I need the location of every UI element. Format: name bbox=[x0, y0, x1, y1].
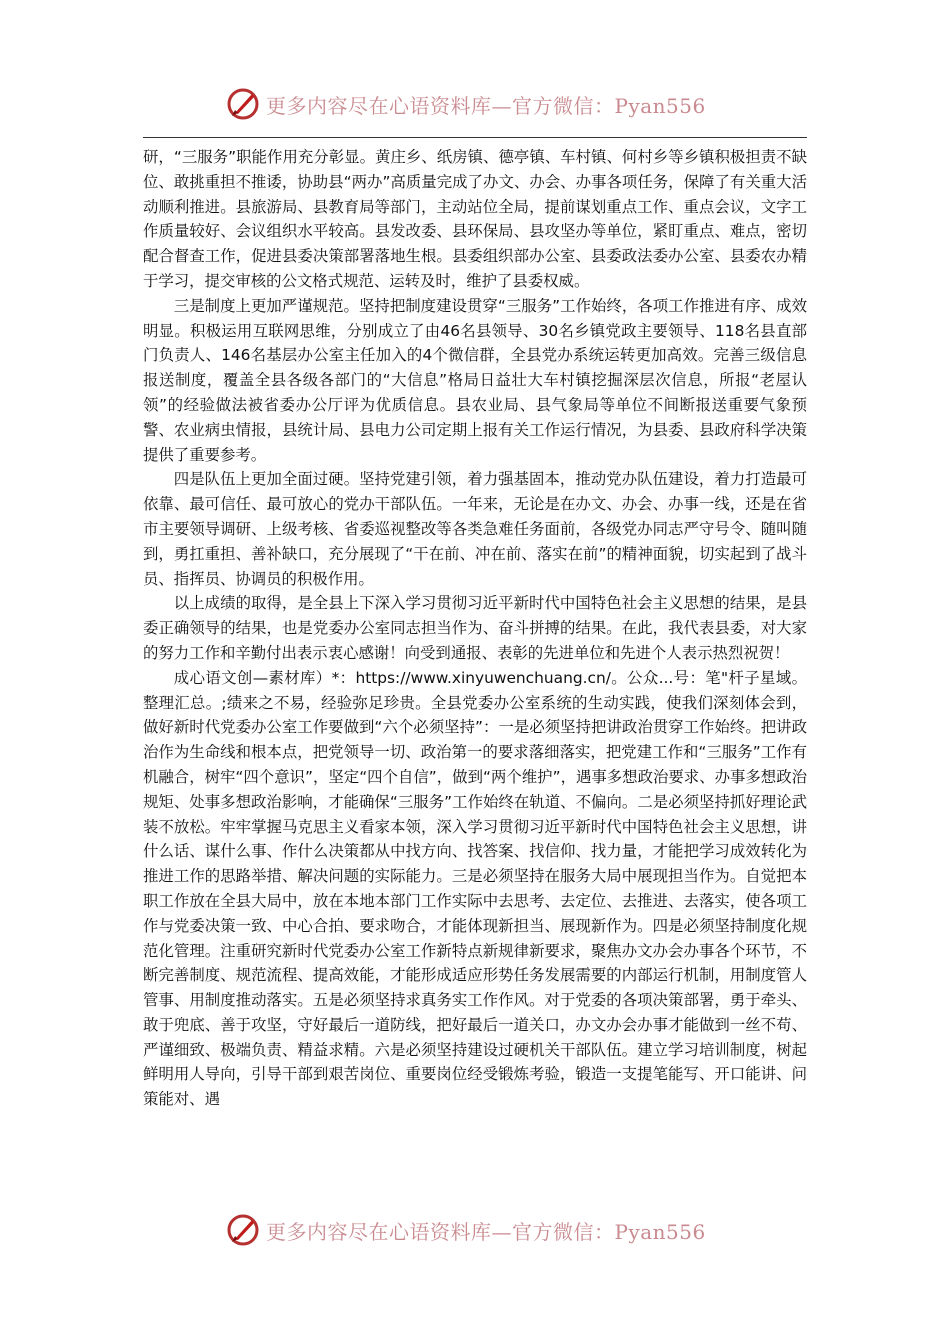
quill-pen-logo-icon bbox=[226, 1213, 260, 1247]
paragraph-team: 四是队伍上更加全面过硬。坚持党建引领，着力强基固本，推动党办队伍建设，着力打造最可依靠、最可信任、最可放心的党办干部队伍。一年来，无论是在办文、办会、办事一线，还是在省市主要领导调研、上级考核、省委巡视整改等各类急难任务面前，各级党办同志严守号令、随叫随到，勇扛重担、善补缺口，充分展现了“干在前、冲在前、落实在前”的精神面貌，切实起到了战斗员、指挥员、协调员的积极作用。 bbox=[143, 470, 807, 588]
footer-watermark bbox=[226, 1212, 746, 1248]
paragraph-thanks: 以上成绩的取得，是全县上下深入学习贯彻习近平新时代中国特色社会主义思想的结果，是县委正确领导的结果，也是党委办公室同志担当作为、奋斗拼搏的结果。在此，我代表县委，对大家的努力工作和辛勤付出表示衷心感谢！向受到通报、表彰的先进单位和先进个人表示热烈祝贺！ bbox=[143, 594, 807, 662]
watermark-text: 更多内容尽在心语资料库—官方微信：Pyan556 bbox=[266, 1219, 706, 1244]
watermark-text: 更多内容尽在心语资料库—官方微信：Pyan556 bbox=[266, 93, 706, 118]
header-rule bbox=[143, 137, 807, 138]
header-watermark bbox=[226, 86, 746, 122]
paragraph-experience: 成心语文创—素材库）*：https://www.xinyuwenchuang.cn/。公众...号：笔"杆子星域。整理汇总。;绩来之不易，经验弥足珍贵。全县党委办公室系统的生动实践，使我们深刻体会到，做好新时代党委办公室工作要做到“六个必须坚持”：一是必须坚持把讲政治贯穿工作始终。把讲政治作为生命线和根本点，把党领导一切、政治第一的要求落细落实，把党建工作和“三服务”工作有机融合，树牢“四个意识”，坚定“四个自信”，做到“两个维护”，遇事多想政治要求、办事多想政治规矩、处事多想政治影响，才能确保“三服务”工作始终在轨道、不偏向。二是必须坚持抓好理论武装不放松。牢牢掌握马克思主义看家本领，深入学习贯彻习近平新时代中国特色社会主义思想，讲什么话、谋什么事、作什么决策都从中找方向、找答案、找信仰、找力量，才能把学习成效转化为推进工作的思路举措、解决问题的实际能力。三是必须坚持在服务大局中展现担当作为。自觉把本职工作放在全县大局中，放在本地本部门工作实际中去思考、去定位、去推进、去落实，使各项工作与党委决策一致、中心合拍、要求吻合，才能体现新担当、展现新作为。四是必须坚持制度化规范化管理。注重研究新时代党委办公室工作新特点新规律新要求，聚焦办文办会办事各个环节，不断完善制度、规范流程、提高效能，才能形成适应形势任务发展需要的内部运行机制，用制度管人管事、用制度推动落实。五是必须坚持求真务实工作作风。对于党委的各项决策部署，勇于牵头、敢于兜底、善于攻坚，守好最后一道防线，把好最后一道关口，办文办会办事才能做到一丝不苟、严谨细致、极端负责、精益求精。六是必须坚持建设过硬机关干部队伍。建立学习培训制度，树起鲜明用人导向，引导干部到艰苦岗位、重要岗位经受锻炼考验，锻造一支提笔能写、开口能讲、问策能对、遇 bbox=[143, 668, 807, 1109]
paragraph-system: 三是制度上更加严谨规范。坚持把制度建设贯穿“三服务”工作始终，各项工作推进有序、成效明显。积极运用互联网思维，分别成立了由46名县领导、30名乡镇党政主要领导、118名县直部门负责人、146名基层办公室主任加入的4个微信群，全县党办系统运转更加高效。完善三级信息报送制度，覆盖全县各级各部门的“大信息”格局日益壮大车村镇挖掘深层次信息，所报“老屋认领”的经验做法被省委办公厅评为优质信息。县农业局、县气象局等单位不间断报送重要气象预警、农业病虫情报，县统计局、县电力公司定期上报有关工作运行情况，为县委、县政府科学决策提供了重要参考。 bbox=[143, 296, 807, 464]
document-body bbox=[143, 145, 807, 1112]
paragraph-continued: 研，“三服务”职能作用充分彰显。黄庄乡、纸房镇、德亭镇、车村镇、何村乡等乡镇积极担责不缺位、敢挑重担不推诿，协助县“两办”高质量完成了办文、办会、办事各项任务，保障了有关重大活动顺利推进。县旅游局、县教育局等部门，主动站位全局，提前谋划重点工作、重点会议，文字工作质量较好、会议组织水平较高。县发改委、县环保局、县攻坚办等单位，紧盯重点、难点，密切配合督查工作，促进县委决策部署落地生根。县委组织部办公室、县委政法委办公室、县委农办精于学习，提交审核的公文格式规范、运转及时，维护了县委权威。 bbox=[143, 148, 807, 290]
quill-pen-logo-icon bbox=[226, 87, 260, 121]
